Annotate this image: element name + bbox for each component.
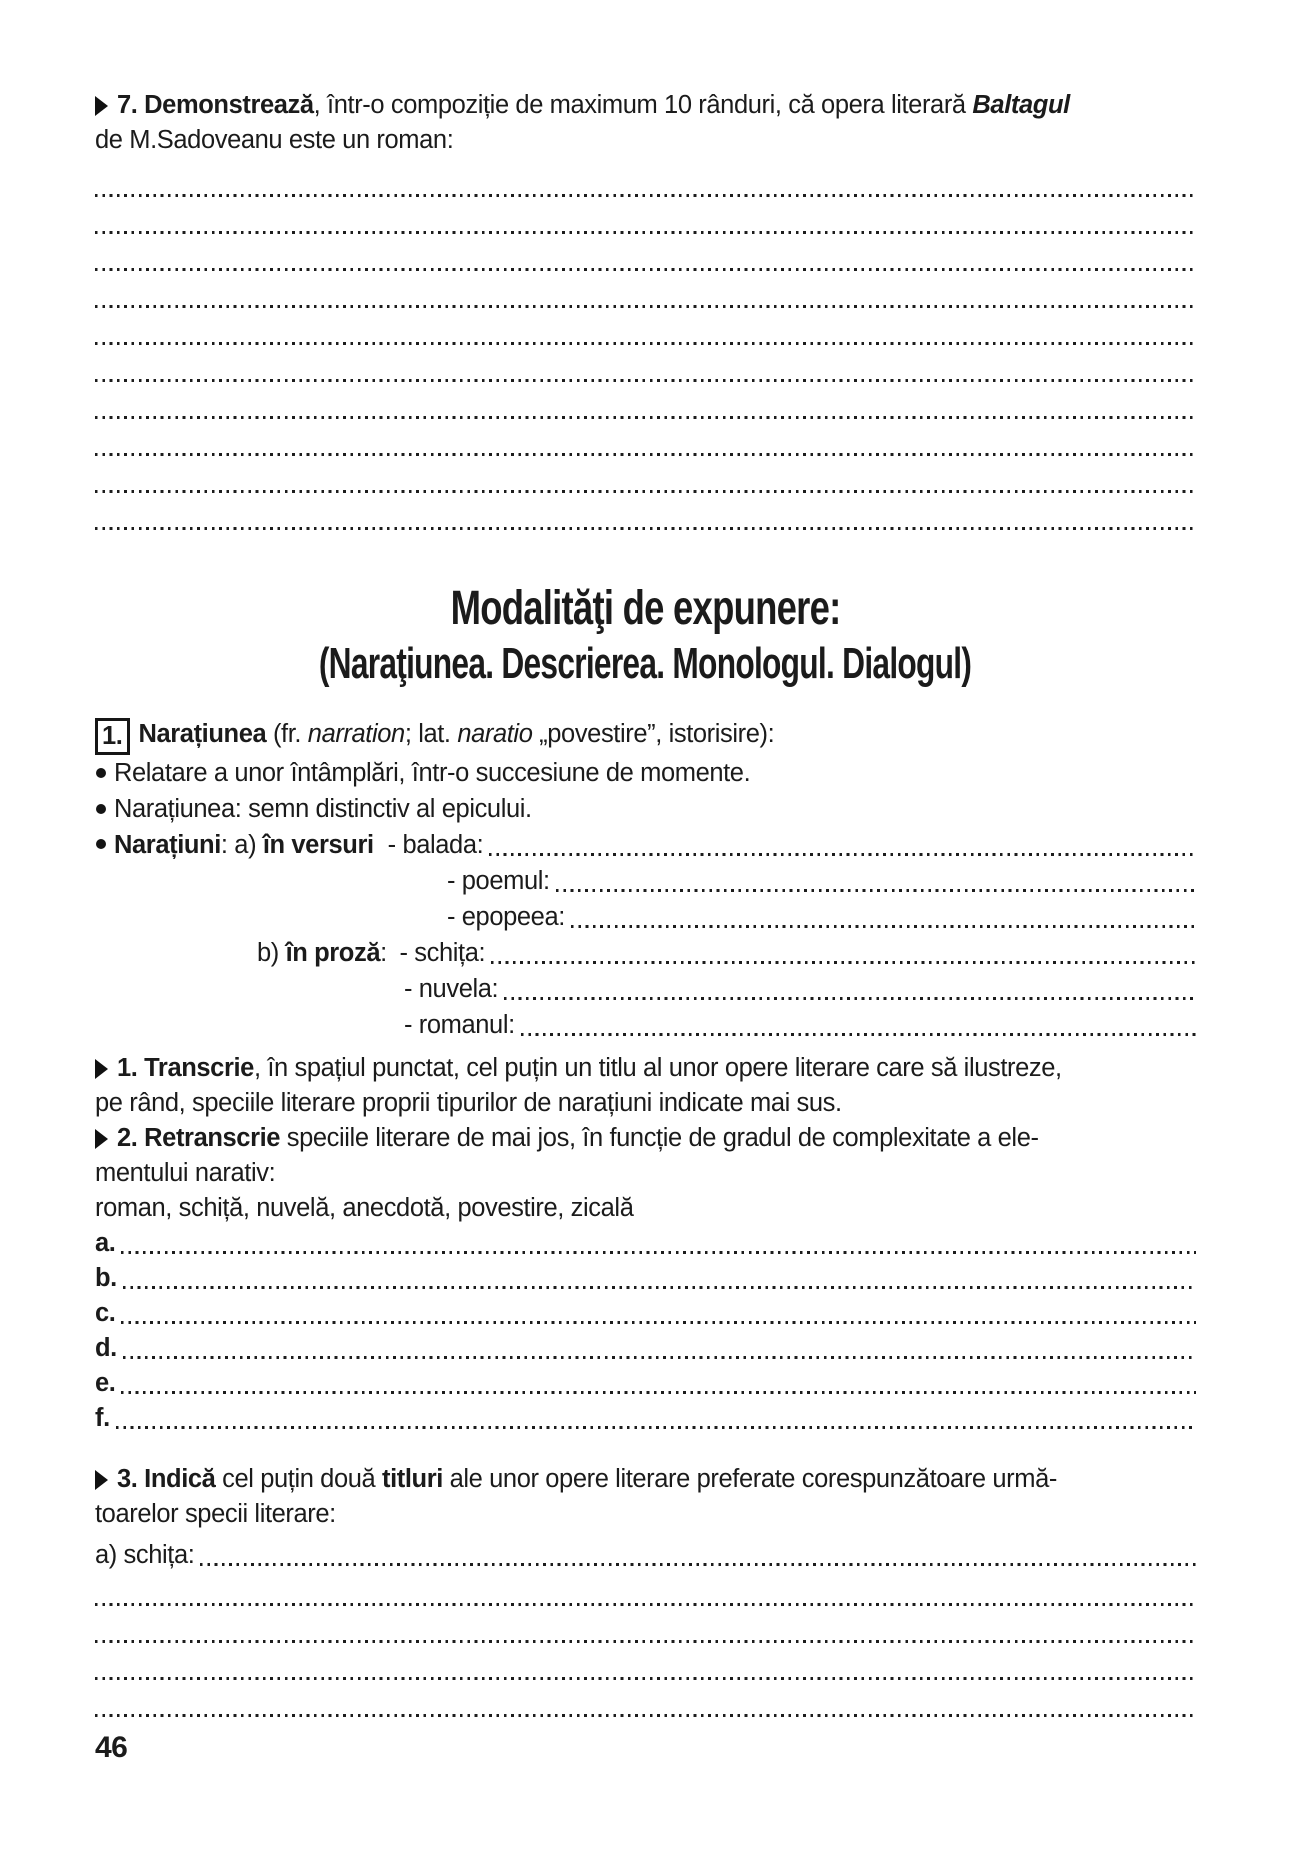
- answer-label-a: a.: [95, 1229, 116, 1257]
- writing-line: [95, 305, 1196, 308]
- task3-item-schita: [95, 1538, 1196, 1573]
- task2-text: speciile literare de mai jos, în funcție de gradul de complexitate a ele-: [280, 1124, 1039, 1152]
- bullet2-text: Narațiunea: semn distinctiv al epicului.: [114, 795, 532, 823]
- prose-row-romanul: [95, 1007, 1196, 1043]
- writing-line: [95, 1714, 1196, 1717]
- chapter-subtitle: (Naraţiunea. Descrierea. Monologul. Dialogul): [319, 639, 972, 688]
- verse-row-epopeea: [95, 899, 1196, 935]
- task3-line2: toarelor specii literare:: [95, 1500, 336, 1528]
- dotted-leader: [121, 1251, 1196, 1254]
- writing-line: [95, 268, 1196, 271]
- dotted-leader: [491, 961, 1196, 964]
- task7-line2: de M.Sadoveanu este un roman:: [95, 126, 454, 154]
- dotted-leader: [200, 1563, 1196, 1566]
- verse-label: în versuri: [262, 831, 374, 859]
- task1-number: 1. Transcrie: [117, 1054, 254, 1082]
- leader-label-poemul: - poemul:: [447, 867, 550, 895]
- writing-line: [95, 194, 1196, 197]
- answer-label-c: c.: [95, 1299, 116, 1327]
- task7-line1: [95, 88, 1196, 123]
- chapter-heading: [95, 530, 1196, 690]
- writing-line: [95, 1677, 1196, 1680]
- prose-colon: :: [380, 939, 394, 967]
- writing-line: [95, 1603, 1196, 1606]
- answer-row-c: [95, 1296, 1196, 1331]
- task1-line1: [95, 1051, 1196, 1086]
- task3-titles: titluri: [382, 1465, 443, 1493]
- task1-text: , în spațiul punctat, cel puțin un titlu al unor opere literare care să ilustreze,: [253, 1054, 1062, 1082]
- prose-prefix: b): [257, 939, 286, 967]
- task2-line2: mentului narativ:: [95, 1159, 276, 1187]
- task3-text: cel puțin două: [215, 1465, 382, 1493]
- writing-line: [95, 379, 1196, 382]
- bullet-icon: [96, 804, 106, 814]
- answer-row-f: [95, 1401, 1196, 1436]
- prose-row-schita: [95, 935, 1196, 971]
- dotted-leader: [121, 1321, 1196, 1324]
- task-marker-icon: [95, 1129, 108, 1149]
- definition-term: Narațiunea: [138, 720, 267, 748]
- dotted-leader: [556, 889, 1196, 892]
- answer-block-task7: [95, 194, 1196, 530]
- definition-section: [95, 716, 1196, 1043]
- task3-block: [95, 1462, 1196, 1573]
- task7-number: 7. Demonstrează: [117, 91, 314, 119]
- definition-term-line: [95, 716, 1196, 755]
- definition-number-box: 1.: [95, 718, 130, 755]
- answer-label-b: b.: [95, 1264, 117, 1292]
- page-number: 46: [95, 1731, 128, 1764]
- chapter-title: Modalităţi de expunere:: [450, 582, 841, 635]
- bullet-icon: [96, 768, 106, 778]
- task2-word-list: roman, schiță, nuvelă, anecdotă, povestire, zicală: [95, 1194, 634, 1222]
- definition-latin-term: naratio: [457, 720, 533, 748]
- answer-label-d: d.: [95, 1334, 117, 1362]
- task-marker-icon: [95, 96, 108, 116]
- prose-label: în proză: [285, 939, 381, 967]
- writing-line: [95, 416, 1196, 419]
- prose-row-nuvela: [95, 971, 1196, 1007]
- definition-french-term: narration: [307, 720, 405, 748]
- dotted-leader: [123, 1286, 1196, 1289]
- writing-line: [95, 1640, 1196, 1643]
- dotted-leader: [123, 1356, 1196, 1359]
- answer-block-task3: [95, 1603, 1196, 1717]
- naratiuni-label: Narațiuni: [114, 831, 221, 859]
- task7-work-title: Baltagul: [972, 91, 1070, 119]
- dotted-leader: [521, 1033, 1196, 1036]
- answer-row-a: [95, 1226, 1196, 1261]
- dotted-leader: [489, 853, 1196, 856]
- task1-line2: pe rând, speciile literare proprii tipurilor de narațiuni indicate mai sus.: [95, 1089, 842, 1117]
- writing-line: [95, 342, 1196, 345]
- task2-line1: [95, 1121, 1196, 1156]
- naratiuni-mid: : a): [220, 831, 263, 859]
- task-marker-icon: [95, 1059, 108, 1079]
- bullet-icon: [96, 839, 106, 849]
- dotted-leader: [571, 925, 1196, 928]
- task3-number: 3. Indică: [117, 1465, 216, 1493]
- dotted-leader: [121, 1391, 1196, 1394]
- task-marker-icon: [95, 1470, 108, 1490]
- definition-text: ; lat.: [404, 720, 458, 748]
- writing-line: [95, 453, 1196, 456]
- leader-label-schita: - schița:: [399, 939, 486, 967]
- task7-text: , într-o compoziție de maximum 10 rânduri, că opera literară: [313, 91, 973, 119]
- task3-line1: [95, 1462, 1196, 1497]
- task3-item-label: a) schița:: [95, 1541, 195, 1569]
- leader-label-epopeea: - epopeea:: [447, 903, 565, 931]
- leader-label-balada: - balada:: [387, 831, 484, 859]
- bullet1-text: Relatare a unor întâmplări, într-o succesiune de momente.: [114, 759, 751, 787]
- answer-label-f: f.: [95, 1404, 110, 1432]
- answer-row-b: [95, 1261, 1196, 1296]
- definition-bullet2: [95, 791, 1196, 827]
- verse-row-balada: [95, 827, 1196, 863]
- dotted-leader: [504, 997, 1196, 1000]
- writing-line: [95, 231, 1196, 234]
- answer-label-e: e.: [95, 1369, 116, 1397]
- dotted-leader: [116, 1426, 1196, 1429]
- writing-line: [95, 490, 1196, 493]
- task2-number: 2. Retranscrie: [117, 1124, 281, 1152]
- leader-label-nuvela: - nuvela:: [404, 975, 499, 1003]
- verse-row-poemul: [95, 863, 1196, 899]
- leader-label-romanul: - romanul:: [404, 1011, 515, 1039]
- definition-text: (fr.: [266, 720, 308, 748]
- definition-text: „povestire”, istorisire):: [532, 720, 775, 748]
- answer-row-d: [95, 1331, 1196, 1366]
- definition-bullet1: [95, 755, 1196, 791]
- answer-row-e: [95, 1366, 1196, 1401]
- tasks-block: [95, 1051, 1196, 1717]
- task3-text: ale unor opere literare preferate corespunzătoare urmă-: [442, 1465, 1057, 1493]
